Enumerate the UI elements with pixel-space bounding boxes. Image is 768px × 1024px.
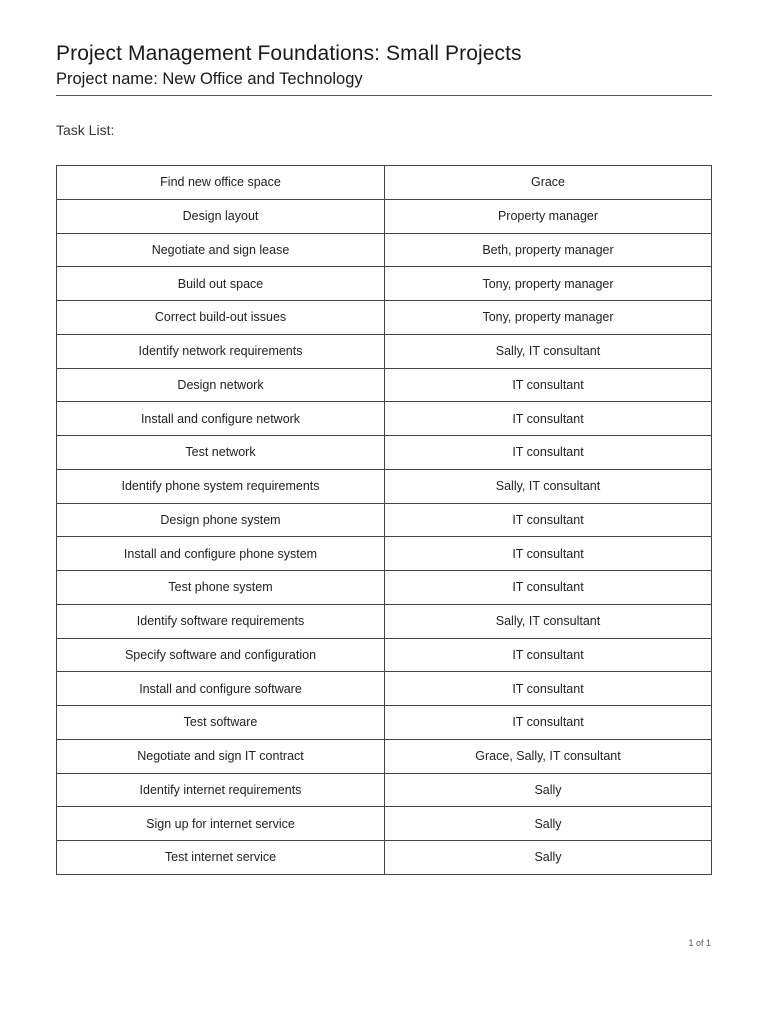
owner-cell: IT consultant <box>385 638 712 672</box>
table-row <box>57 773 712 807</box>
task-cell: Sign up for internet service <box>57 807 385 841</box>
task-cell: Identify internet requirements <box>57 773 385 807</box>
page-number: 1 of 1 <box>688 938 711 948</box>
owner-cell: IT consultant <box>385 402 712 436</box>
owner-cell: Grace <box>385 166 712 200</box>
task-cell: Install and configure network <box>57 402 385 436</box>
task-cell: Identify network requirements <box>57 334 385 368</box>
task-cell: Test phone system <box>57 571 385 605</box>
task-cell: Find new office space <box>57 166 385 200</box>
document-title: Project Management Foundations: Small Projects <box>56 42 522 65</box>
table-row <box>57 199 712 233</box>
owner-cell: IT consultant <box>385 436 712 470</box>
table-row <box>57 368 712 402</box>
header-divider <box>56 95 712 96</box>
table-row <box>57 739 712 773</box>
task-cell: Identify software requirements <box>57 604 385 638</box>
owner-cell: IT consultant <box>385 706 712 740</box>
table-row <box>57 166 712 200</box>
task-cell: Design phone system <box>57 503 385 537</box>
owner-cell: IT consultant <box>385 672 712 706</box>
task-cell: Build out space <box>57 267 385 301</box>
task-cell: Design layout <box>57 199 385 233</box>
owner-cell: Property manager <box>385 199 712 233</box>
task-cell: Negotiate and sign IT contract <box>57 739 385 773</box>
task-cell: Test network <box>57 436 385 470</box>
task-cell: Install and configure phone system <box>57 537 385 571</box>
owner-cell: IT consultant <box>385 537 712 571</box>
owner-cell: Sally, IT consultant <box>385 334 712 368</box>
table-row <box>57 301 712 335</box>
table-row <box>57 841 712 875</box>
table-row <box>57 402 712 436</box>
table-row <box>57 267 712 301</box>
table-row <box>57 706 712 740</box>
owner-cell: IT consultant <box>385 503 712 537</box>
owner-cell: Sally <box>385 841 712 875</box>
owner-cell: IT consultant <box>385 368 712 402</box>
table-row <box>57 571 712 605</box>
owner-cell: Sally, IT consultant <box>385 604 712 638</box>
owner-cell: Tony, property manager <box>385 267 712 301</box>
task-table-body <box>57 166 712 875</box>
task-cell: Identify phone system requirements <box>57 469 385 503</box>
table-row <box>57 537 712 571</box>
task-table <box>56 165 712 875</box>
owner-cell: IT consultant <box>385 571 712 605</box>
table-row <box>57 807 712 841</box>
task-cell: Correct build-out issues <box>57 301 385 335</box>
task-cell: Test software <box>57 706 385 740</box>
task-cell: Specify software and configuration <box>57 638 385 672</box>
table-row <box>57 503 712 537</box>
owner-cell: Tony, property manager <box>385 301 712 335</box>
table-row <box>57 469 712 503</box>
table-row <box>57 638 712 672</box>
table-row <box>57 233 712 267</box>
table-row <box>57 436 712 470</box>
task-cell: Install and configure software <box>57 672 385 706</box>
task-cell: Design network <box>57 368 385 402</box>
project-name: Project name: New Office and Technology <box>56 70 363 88</box>
owner-cell: Sally, IT consultant <box>385 469 712 503</box>
task-cell: Test internet service <box>57 841 385 875</box>
table-row <box>57 604 712 638</box>
task-list-label: Task List: <box>56 122 115 138</box>
owner-cell: Grace, Sally, IT consultant <box>385 739 712 773</box>
task-cell: Negotiate and sign lease <box>57 233 385 267</box>
table-row <box>57 334 712 368</box>
table-row <box>57 672 712 706</box>
owner-cell: Sally <box>385 773 712 807</box>
owner-cell: Sally <box>385 807 712 841</box>
owner-cell: Beth, property manager <box>385 233 712 267</box>
